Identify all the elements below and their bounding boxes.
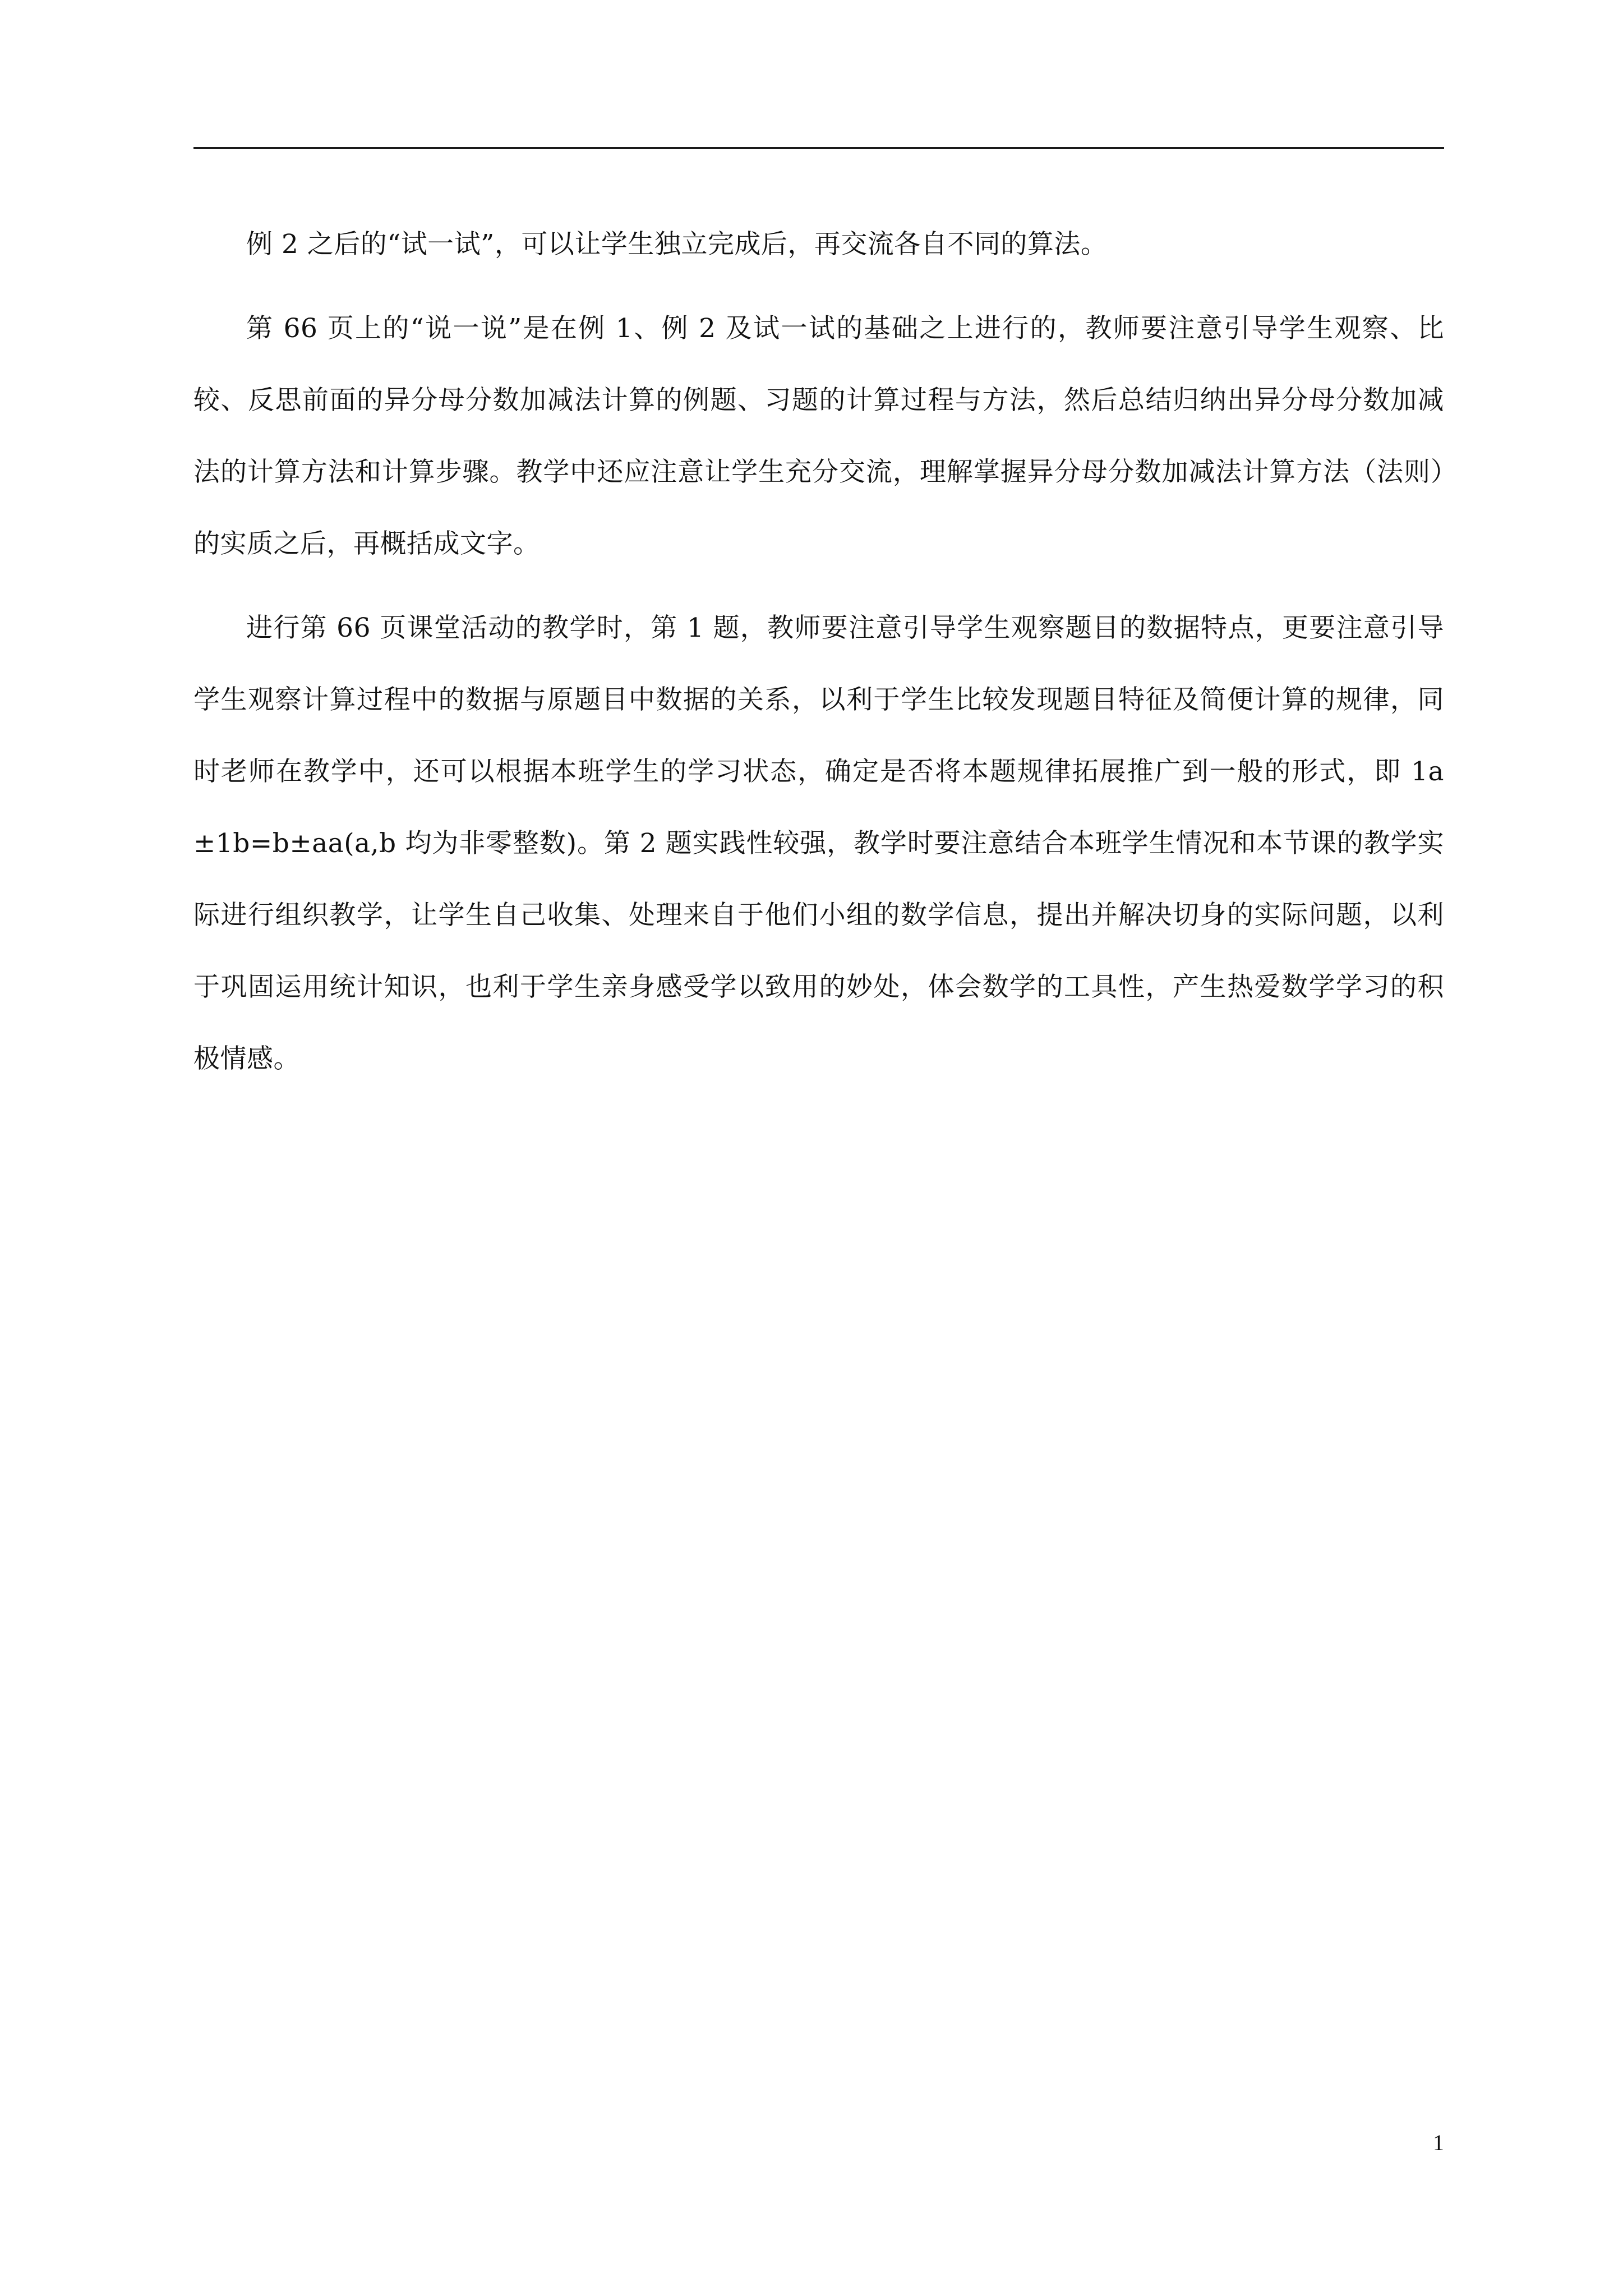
paragraph-3: 进行第 66 页课堂活动的教学时，第 1 题，教师要注意引导学生观察题目的数据特点，更要注意引导学生观察计算过程中的数据与原题目中数据的关系，以利于学生比较发现题目特征及简便计算的规律，同时老师在教学中，还可以根据本班学生的学习状态，确定是否将本题规律拓展推广到一般的形式，即 1a±1b=b±aa(a,b 均为非零整数)。第 2 题实践性较强，教学时要注意结合本班学生情况和本节课的教学实际进行组织教学，让学生自己收集、处理来自于他们小组的数学信息，提出并解决切身的实际问题，以利于巩固运用统计知识，也利于学生亲身感受学以致用的妙处，体会数学的工具性，产生热爱数学学习的积极情感。 <box>193 613 1444 1074</box>
document-body <box>193 209 1444 1107</box>
paragraph-1: 例 2 之后的“试一试”，可以让学生独立完成后，再交流各自不同的算法。 <box>246 229 1108 260</box>
page-number: 1 <box>1433 2130 1444 2155</box>
header-rule <box>193 147 1444 149</box>
paragraph-2: 第 66 页上的“说一说”是在例 1、例 2 及试一试的基础之上进行的，教师要注意引导学生观察、比较、反思前面的异分母分数加减法计算的例题、习题的计算过程与方法，然后总结归纳出异分母分数加减法的计算方法和计算步骤。教学中还应注意让学生充分交流，理解掌握异分母分数加减法计算方法（法则）的实质之后，再概括成文字。 <box>193 313 1444 559</box>
